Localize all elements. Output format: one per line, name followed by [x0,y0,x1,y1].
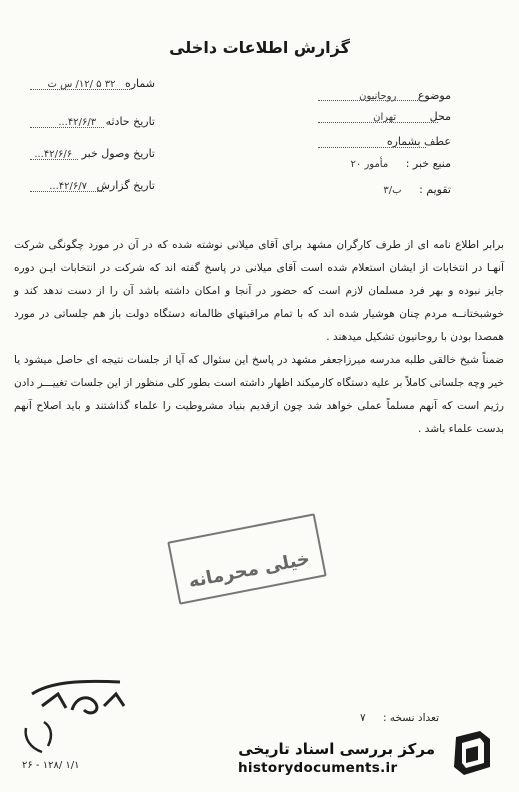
logo-name: مرکز بررسی اسناد تاریخی [238,740,435,758]
body-paragraph-1: برابر اطلاع نامه ای از طرف کارگران مشهد برای آقای میلانی نوشته شده که در آن در مورد چگونگی شرکت آنهـا در انتخابات از ایشان استعلام شده است آقای میلانی در پاسخ گفته اند که شرکت در انتخابات ایـن دوره جایز نبوده و بهر فرد مسلمان لازم است که حضور در آنجا و امکان داشته باشد آن را از دست ندهد کند و خوشبختانــه مردم چنان هوشیار شده اند که با تمام مراقبتهای ظالمانه دستگاه دولت باز هم جلساتی در مورد همصدا بودن با روحانیون تشکیل میدهند . [14,239,504,343]
number-dotline [30,89,130,90]
copies-label: تعداد نسخه : [382,712,439,724]
subject-label: موضوع [417,89,451,102]
subject-dotline [318,100,428,101]
ref-dotline [318,147,426,148]
ref-label: عطف بشماره [386,135,451,148]
place-label: محل [429,110,451,123]
event-date-label: تاریخ حادثه [105,115,155,128]
archive-number: ۲۶ - ۱۲۸/ ۱/۱ [22,760,80,771]
evaluation-value: ب/۳ [383,185,402,196]
evaluation-field [383,183,451,196]
source-label: منبع خبر : [405,157,451,170]
receipt-date-value: ۴۲/۶/۶... [34,149,73,160]
report-date-value: ۴۲/۶/۷... [49,181,87,192]
handwritten-number-mark [20,676,130,756]
confidential-stamp [167,513,326,604]
place-dotline [318,122,438,123]
page-title: گزارش اطلاعات داخلی [169,38,350,57]
number-value: ۳۲ ۵ /۱۲/ س ت [47,79,116,90]
body-paragraph-2: ضمناً شیخ خالقی طلبه مدرسه میرزاجعفر مشهد در پاسخ این سئوال که آیا از جلسات نتیجه ای حاصل میشود یا خیر وچه جلساتی کاملاً بر علیه دستگاه کارمیکند اظهار داشته است بطور کلی منظور از این جلسات تغییـــر دادن رژیم است که آنهم مسلماً عملی خواهد شد چون ازقدیم بنیاد مشروطیت را علماء گذاشتند و باید اصلاح آنهم بدست علماء باشد . [14,354,504,435]
report-body [14,234,504,441]
place-value: تهران [373,112,397,123]
report-date-label: تاریخ گزارش [96,179,155,192]
source-field [351,157,451,170]
number-label: شماره [124,77,155,90]
receipt-date-label: تاریخ وصول خبر [81,147,155,160]
logo-url: historydocuments.ir [238,760,398,776]
event-date-value: ۴۲/۶/۳... [58,117,97,128]
report-date-dotline [30,191,104,192]
archive-logo-icon [450,727,494,779]
event-date-dotline [30,127,104,128]
evaluation-label: تقویم : [419,183,451,196]
subject-value: روحانیون [359,91,397,102]
stamp-text: خیلی محرمانه [186,548,312,593]
copies-field [360,712,439,724]
copies-value: ۷ [360,712,366,724]
source-value: مأمور ۲۰ [350,159,389,170]
receipt-date-dotline [30,159,78,160]
